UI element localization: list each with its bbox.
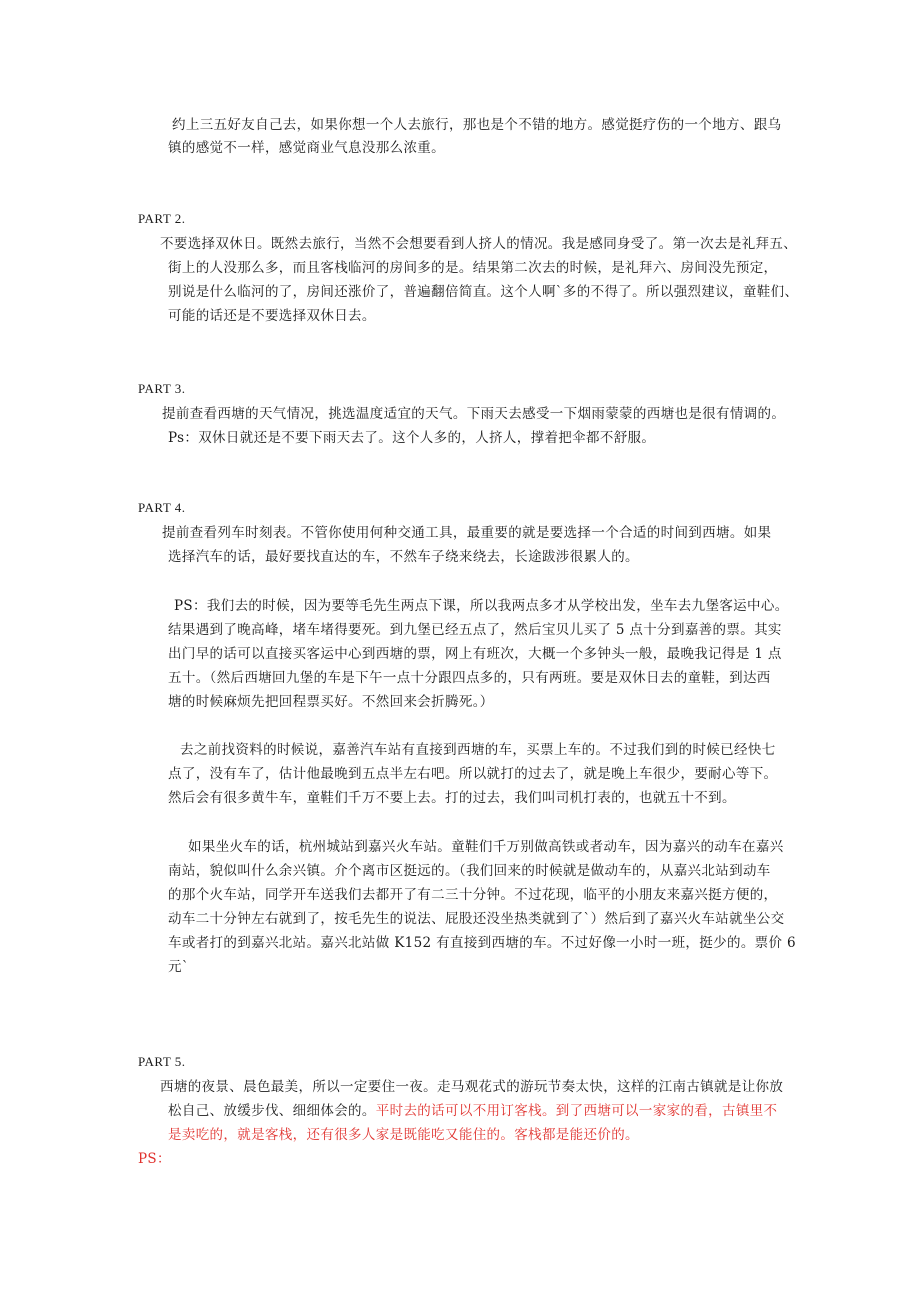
part4-train-line-1: 如果坐火车的话，杭州城站到嘉兴火车站。童鞋们千万别做高铁或者动车，因为嘉兴的动车在嘉兴 [188,839,784,855]
part2-line-2: 街上的人没那么多，而且客栈临河的房间多的是。结果第二次去的时候，是礼拜六、房间没先预定， [168,260,778,276]
part4-ps-line-4: 五十。（然后西塘回九堡的车是下午一点十分跟四点多的，只有两班。要是双休日去的童鞋，到达西 [168,670,771,686]
part5-heading: PART 5. [138,1054,186,1069]
part4-line-2: 选择汽车的话，最好要找直达的车，不然车子绕来绕去，长途跋涉很累人的。 [168,549,639,565]
part5-line-3: 是卖吃的，就是客栈，还有很多人家是既能吃又能住的。客栈都是能还价的。 [168,1127,639,1143]
part2-line-4: 可能的话还是不要选择双休日去。 [168,308,376,324]
part5-ps: PS： [138,1151,171,1167]
part4-ps-line-5: 塘的时候麻烦先把回程票买好。不然回来会折腾死。） [168,694,494,710]
part4-ps-line-3: 出门早的话可以直接买客运中心到西塘的票，网上有班次，大概一个多钟头一般，最晚我记得是 1 点 [168,646,782,662]
part4-ps-line-1: PS：我们去的时候，因为要等毛先生两点下课，所以我两点多才从学校出发，坐车去九堡客运中心。 [174,598,789,614]
part3-heading: PART 3. [138,381,186,396]
part5-line-2-red: 平时去的话可以不用订客栈。到了西塘可以一家家的看，古镇里不 [375,1103,778,1119]
part4-ps-line-2: 结果遇到了晚高峰，堵车堵得要死。到九堡已经五点了，然后宝贝儿买了 5 点十分到嘉善的票。其实 [168,622,782,638]
part4-line-1: 提前查看列车时刻表。不管你使用何种交通工具，最重要的就是要选择一个合适的时间到西塘。如果 [162,525,772,541]
part5-line-1: 西塘的夜景、晨色最美，所以一定要住一夜。走马观花式的游玩节奏太快，这样的江南古镇就是让你放 [160,1079,784,1095]
part4-bus-line-3: 然后会有很多黄牛车，童鞋们千万不要上去。打的过去，我们叫司机打表的，也就五十不到。 [168,790,736,806]
part4-heading: PART 4. [138,500,186,515]
part4-train-line-2: 南站，貌似叫什么余兴镇。介个离市区挺远的。（我们回来的时候就是做动车的，从嘉兴北站到动车 [168,863,771,879]
intro-line-1: 约上三五好友自己去，如果你想一个人去旅行，那也是个不错的地方。感觉挺疗伤的一个地方、跟乌 [172,117,782,133]
part5-line-2 [168,1101,777,1121]
part4-train-line-5: 车或者打的到嘉兴北站。嘉兴北站做 K152 有直接到西塘的车。不过好像一小时一班，挺少的。票价 6 [168,935,796,951]
part5-line-2-black: 松自己、放缓步伐、细细体会的。 [168,1103,376,1119]
intro-line-2: 镇的感觉不一样，感觉商业气息没那么浓重。 [168,140,445,156]
part4-bus-line-2: 点了，没有车了，估计他最晚到五点半左右吧。所以就打的过去了，就是晚上车很少，要耐心等下。 [168,766,778,782]
part4-train-line-3: 的那个火车站，同学开车送我们去都开了有二三十分钟。不过花现，临平的小朋友来嘉兴挺方便的， [168,887,778,903]
part2-heading: PART 2. [138,211,186,226]
part2-line-3: 别说是什么临河的了，房间还涨价了，普遍翻倍简直。这个人啊`多的不得了。所以强烈建议，童鞋们、 [168,284,799,300]
part3-line-1: 提前查看西塘的天气情况，挑选温度适宜的天气。下雨天去感受一下烟雨蒙蒙的西塘也是很有情调的。 [162,406,786,422]
part4-bus-line-1: 去之前找资料的时候说，嘉善汽车站有直接到西塘的车，买票上车的。不过我们到的时候已经快七 [180,742,776,758]
part3-line-2: Ps：双休日就还是不要下雨天去了。这个人多的，人挤人，撑着把伞都不舒服。 [168,430,656,446]
part4-train-line-6: 元` [168,959,189,975]
part4-train-line-4: 动车二十分钟左右就到了，按毛先生的说法、屁股还没坐热类就到了`）然后到了嘉兴火车站就坐公交 [168,911,785,927]
part2-line-1: 不要选择双休日。既然去旅行，当然不会想要看到人挤人的情况。我是感同身受了。第一次去是礼拜五、 [160,236,798,252]
